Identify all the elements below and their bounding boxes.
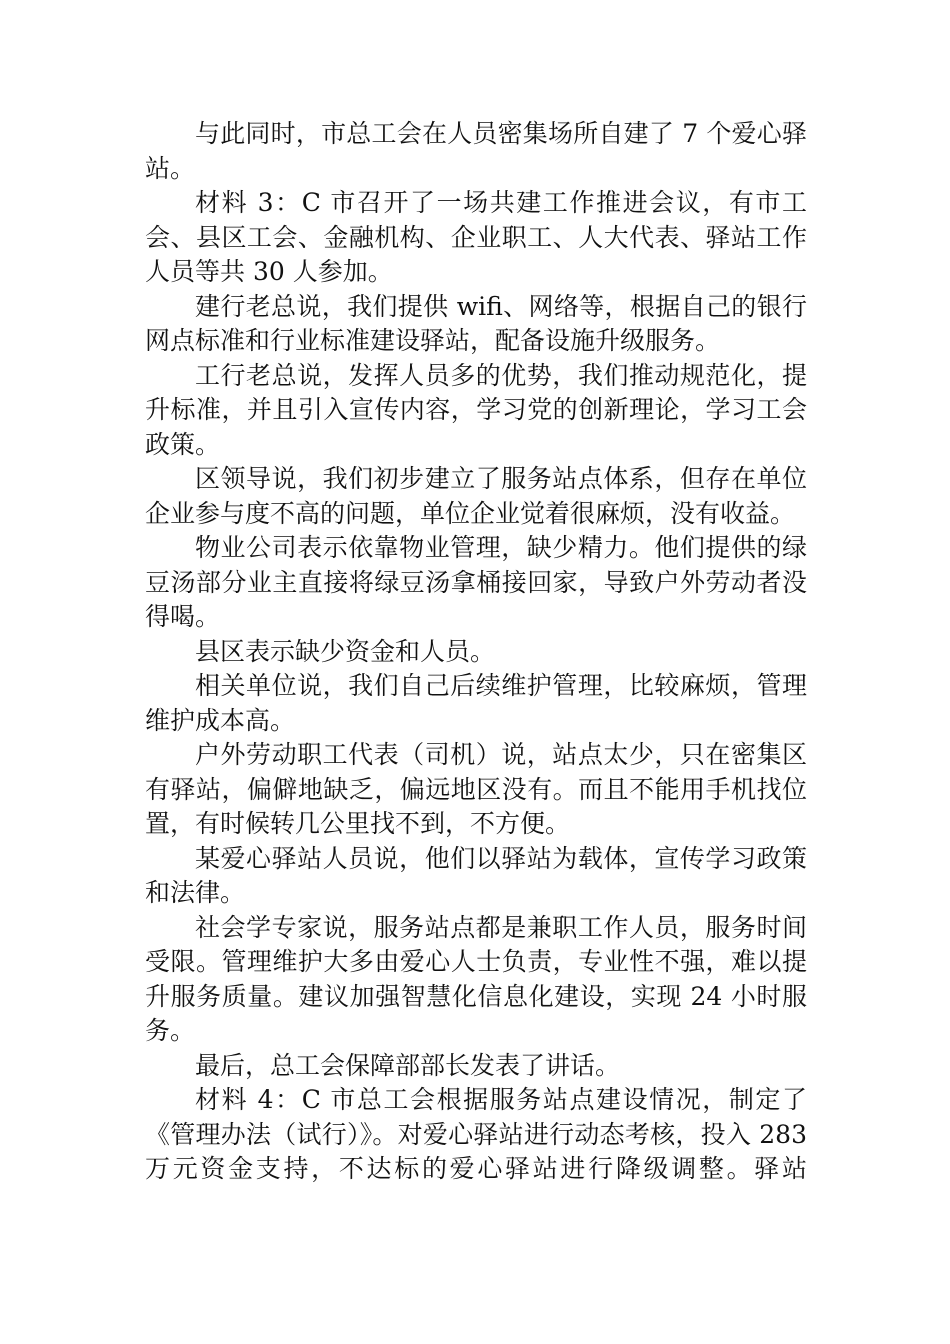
paragraph-outdoor-worker: 户外劳动职工代表（司机）说，站点太少，只在密集区有驿站，偏僻地缺乏，偏远地区没有。而且不能用手机找位置，有时候转几公里找不到，不方便。 bbox=[145, 740, 807, 838]
paragraph-icbc-executive: 工行老总说，发挥人员多的优势，我们推动规范化，提升标准，并且引入宣传内容，学习党的创新理论，学习工会政策。 bbox=[145, 360, 807, 459]
paragraph-related-units: 相关单位说，我们自己后续维护管理，比较麻烦，管理维护成本高。 bbox=[145, 671, 807, 735]
paragraph-stations-built: 与此同时，市总工会在人员密集场所自建了 7 个爱心驿站。 bbox=[145, 119, 807, 183]
paragraph-station-staff: 某爱心驿站人员说，他们以驿站为载体，宣传学习政策和法律。 bbox=[145, 843, 807, 907]
paragraph-property-company: 物业公司表示依靠物业管理，缺少精力。他们提供的绿豆汤部分业主直接将绿豆汤拿桶接回家，导致户外劳动者没得喝。 bbox=[145, 533, 807, 631]
paragraph-ccb-executive: 建行老总说，我们提供 wifi、网络等，根据自己的银行网点标准和行业标准建设驿站，配备设施升级服务。 bbox=[145, 291, 807, 355]
paragraph-sociology-expert: 社会学专家说，服务站点都是兼职工作人员，服务时间受限。管理维护大多由爱心人士负责，专业性不强，难以提升服务质量。建议加强智慧化信息化建设，实现 24 小时服务。 bbox=[145, 912, 807, 1045]
paragraph-closing-speech: 最后，总工会保障部部长发表了讲话。 bbox=[195, 1050, 621, 1080]
paragraph-district-leader: 区领导说，我们初步建立了服务站点体系，但存在单位企业参与度不高的问题，单位企业觉着很麻烦，没有收益。 bbox=[145, 464, 807, 528]
paragraph-material-3: 材料 3：C 市召开了一场共建工作推进会议，有市工会、县区工会、金融机构、企业职工、人大代表、驿站工作人员等共 30 人参加。 bbox=[145, 188, 807, 286]
paragraph-material-4: 材料 4：C 市总工会根据服务站点建设情况，制定了《管理办法（试行）》。对爱心驿站进行动态考核，投入 283 万元资金支持，不达标的爱心驿站进行降级调整。驿站 bbox=[145, 1085, 807, 1183]
document-body bbox=[145, 117, 807, 1187]
paragraph-county-district: 县区表示缺少资金和人员。 bbox=[195, 636, 496, 666]
